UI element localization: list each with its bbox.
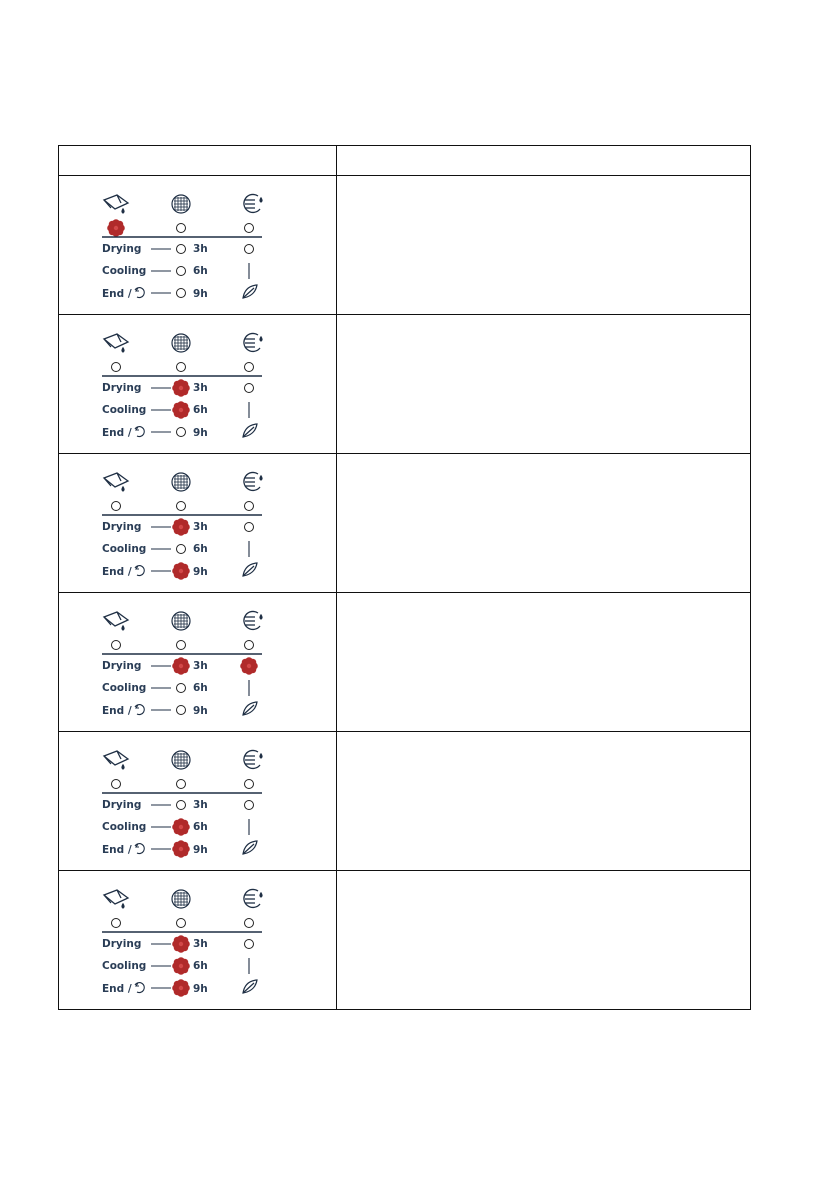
hours-6-label: 6h <box>193 265 208 277</box>
cooling-led <box>177 684 186 693</box>
program-3-led <box>245 780 254 789</box>
feather-icon <box>243 563 257 576</box>
end-rotation-icon <box>135 844 144 854</box>
drying-label: Drying <box>102 660 142 672</box>
hours-9-label: 9h <box>193 983 208 995</box>
hours-6-label: 6h <box>193 404 208 416</box>
panel-cell <box>59 315 337 454</box>
end-led <box>177 289 186 298</box>
hours-9-label: 9h <box>193 705 208 717</box>
feather-icon <box>243 841 257 854</box>
end-led <box>177 706 186 715</box>
cooling-led <box>177 545 186 554</box>
drying-program-icon <box>104 751 128 769</box>
timer-program-icon <box>244 750 262 768</box>
hours-3-label: 3h <box>193 660 208 672</box>
timer-program-icon <box>244 194 262 212</box>
end-rotation-icon <box>135 983 144 993</box>
program-1-led <box>112 641 121 650</box>
program-3-led <box>245 919 254 928</box>
feather-icon <box>243 980 257 993</box>
hours-6-label: 6h <box>193 960 208 972</box>
cooling-label: Cooling <box>102 682 147 694</box>
table-header-row <box>59 146 751 176</box>
table-row <box>59 176 751 315</box>
drying-label: Drying <box>102 521 142 533</box>
grid-program-icon <box>172 612 190 630</box>
table-row <box>59 871 751 1010</box>
end-rotation-icon <box>135 427 144 437</box>
control-panel-diagram <box>59 176 336 314</box>
drying-program-icon <box>104 195 128 213</box>
end-rotation-icon <box>135 566 144 576</box>
hours-6-label: 6h <box>193 682 208 694</box>
program-2-led <box>177 224 186 233</box>
description-cell <box>337 871 751 1010</box>
cooling-label: Cooling <box>102 265 147 277</box>
feather-icon <box>243 285 257 298</box>
feather-icon <box>243 702 257 715</box>
control-panel-diagram <box>59 593 336 731</box>
end-led-lit <box>172 840 190 858</box>
program-3-led <box>245 641 254 650</box>
control-panel-diagram <box>59 454 336 592</box>
end-label: End / <box>102 983 132 995</box>
program-2-led <box>177 363 186 372</box>
end-led-lit <box>172 562 190 580</box>
timer-program-icon <box>244 472 262 490</box>
drying-led-lit <box>172 379 190 397</box>
grid-program-icon <box>172 473 190 491</box>
description-cell <box>337 176 751 315</box>
description-cell <box>337 454 751 593</box>
end-label: End / <box>102 844 132 856</box>
header-cell-description <box>337 146 751 176</box>
table-row <box>59 454 751 593</box>
program-2-led <box>177 919 186 928</box>
drying-led-lit <box>172 518 190 536</box>
program-3-led <box>245 363 254 372</box>
end-rotation-icon <box>135 288 144 298</box>
panel-cell <box>59 871 337 1010</box>
drying-led-lit <box>172 935 190 953</box>
hours-3-label: 3h <box>193 243 208 255</box>
hours-9-label: 9h <box>193 566 208 578</box>
program-3-status-led <box>245 940 254 949</box>
drying-led <box>177 245 186 254</box>
control-panel-diagram <box>59 732 336 870</box>
program-2-led <box>177 502 186 511</box>
program-1-led <box>112 780 121 789</box>
cooling-label: Cooling <box>102 960 147 972</box>
program-1-led-lit <box>107 219 125 237</box>
hours-6-label: 6h <box>193 543 208 555</box>
cooling-label: Cooling <box>102 821 147 833</box>
hours-9-label: 9h <box>193 288 208 300</box>
hours-3-label: 3h <box>193 938 208 950</box>
program-1-led <box>112 363 121 372</box>
cooling-led-lit <box>172 818 190 836</box>
program-3-led <box>245 224 254 233</box>
table-row <box>59 315 751 454</box>
drying-program-icon <box>104 334 128 352</box>
end-label: End / <box>102 288 132 300</box>
cooling-label: Cooling <box>102 404 147 416</box>
drying-program-icon <box>104 890 128 908</box>
grid-program-icon <box>172 334 190 352</box>
program-3-status-led <box>245 384 254 393</box>
grid-program-icon <box>172 195 190 213</box>
end-led <box>177 428 186 437</box>
control-panel-diagram <box>59 315 336 453</box>
program-3-status-led <box>245 245 254 254</box>
cooling-led <box>177 267 186 276</box>
program-3-status-led <box>245 801 254 810</box>
end-label: End / <box>102 427 132 439</box>
hours-3-label: 3h <box>193 382 208 394</box>
end-label: End / <box>102 566 132 578</box>
cooling-led-lit <box>172 401 190 419</box>
grid-program-icon <box>172 751 190 769</box>
program-2-led <box>177 641 186 650</box>
hours-9-label: 9h <box>193 844 208 856</box>
feather-icon <box>243 424 257 437</box>
hours-6-label: 6h <box>193 821 208 833</box>
end-rotation-icon <box>135 705 144 715</box>
drying-program-icon <box>104 473 128 491</box>
panel-cell <box>59 176 337 315</box>
panel-cell <box>59 454 337 593</box>
timer-program-icon <box>244 889 262 907</box>
grid-program-icon <box>172 890 190 908</box>
description-cell <box>337 732 751 871</box>
table-row <box>59 732 751 871</box>
description-cell <box>337 593 751 732</box>
program-1-led <box>112 919 121 928</box>
timer-program-icon <box>244 333 262 351</box>
description-cell <box>337 315 751 454</box>
drying-label: Drying <box>102 382 142 394</box>
program-3-status-led <box>245 523 254 532</box>
end-label: End / <box>102 705 132 717</box>
panel-cell <box>59 732 337 871</box>
hours-3-label: 3h <box>193 521 208 533</box>
program-1-led <box>112 502 121 511</box>
indicator-table <box>58 145 751 1010</box>
cooling-led-lit <box>172 957 190 975</box>
table-row <box>59 593 751 732</box>
timer-program-icon <box>244 611 262 629</box>
drying-led-lit <box>172 657 190 675</box>
program-3-status-led-lit <box>240 657 258 675</box>
header-cell-panel <box>59 146 337 176</box>
drying-label: Drying <box>102 938 142 950</box>
end-led-lit <box>172 979 190 997</box>
drying-label: Drying <box>102 243 142 255</box>
panel-cell <box>59 593 337 732</box>
drying-led <box>177 801 186 810</box>
cooling-label: Cooling <box>102 543 147 555</box>
hours-9-label: 9h <box>193 427 208 439</box>
drying-program-icon <box>104 612 128 630</box>
control-panel-diagram <box>59 871 336 1009</box>
program-2-led <box>177 780 186 789</box>
drying-label: Drying <box>102 799 142 811</box>
hours-3-label: 3h <box>193 799 208 811</box>
program-3-led <box>245 502 254 511</box>
